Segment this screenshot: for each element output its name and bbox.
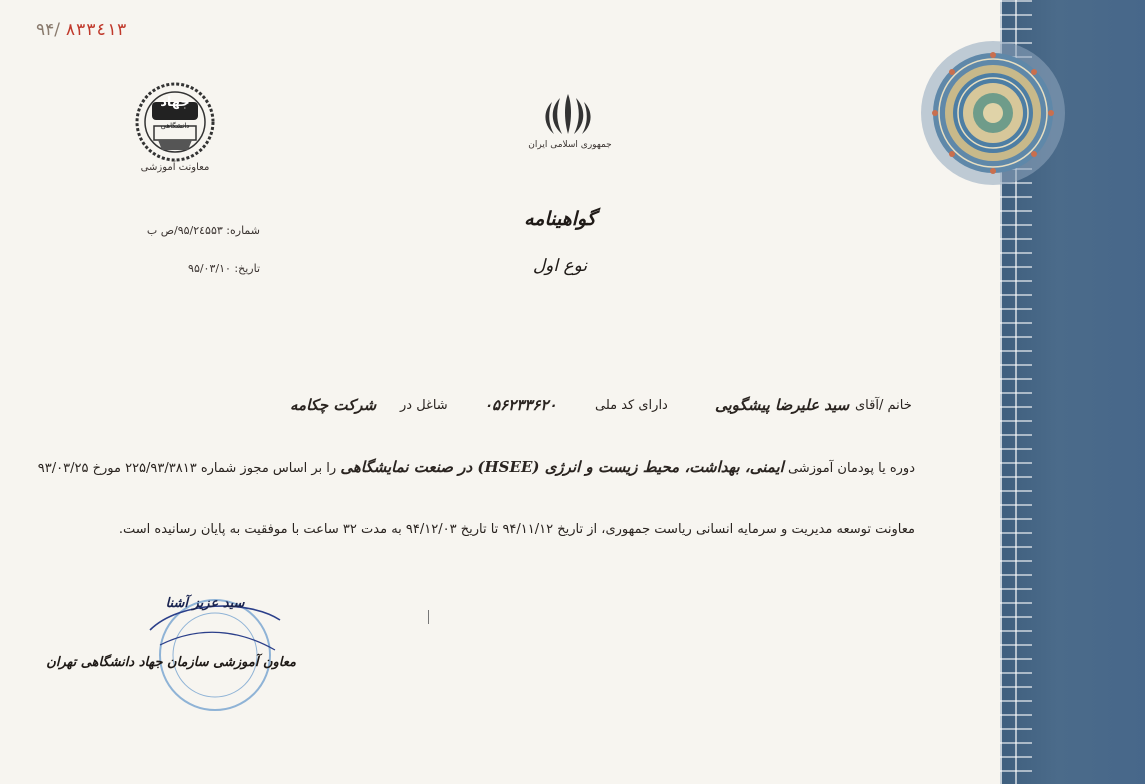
- course-text-a: دوره یا پودمان آموزشی: [787, 461, 915, 476]
- serial-value: ۸۳۳٤۱۳: [65, 20, 127, 40]
- signatory-title: معاون آموزشی سازمان جهاد دانشگاهی تهران: [46, 655, 296, 670]
- letter-number-label: شماره:: [226, 224, 260, 237]
- license-number: ۲۲۵/۹۳/۳۸۱۳: [125, 461, 197, 476]
- employed-label: شاغل در: [400, 398, 448, 413]
- period-to: ۹۴/۱۲/۰۳: [405, 522, 457, 537]
- logo-subtext: دانشگاهی: [160, 122, 190, 130]
- period-text-c: به مدت: [361, 522, 402, 537]
- period-from: ۹۴/۱۱/۱۲: [502, 522, 554, 537]
- course-text-b: را بر اساس مجوز شماره: [200, 461, 337, 476]
- serial-number: [36, 20, 127, 40]
- course-line: [37, 458, 915, 476]
- medallion-ornament: [918, 38, 1068, 188]
- signatory-name: سید عزیز آشنا: [165, 596, 245, 611]
- period-hours: ۳۲: [342, 522, 357, 537]
- license-date: ۹۳/۰۳/۲۵: [37, 461, 89, 476]
- period-text-a: معاونت توسعه مدیریت و سرمایه انسانی ریاست جمهوری، از تاریخ: [557, 522, 915, 537]
- recipient-name: سید علیرضا پیشگویی: [715, 396, 850, 414]
- logo-text: جهاد: [160, 95, 190, 110]
- emblem-caption: جمهوری اسلامی ایران: [528, 140, 612, 150]
- logo-caption: معاونت آموزشی: [140, 162, 210, 173]
- national-id-label: دارای کد ملی: [595, 398, 668, 413]
- national-id-value: ۰۵۶۲۳۳۶۲۰: [484, 396, 557, 414]
- margin-mark: [428, 610, 429, 624]
- letter-number-value: ۹۵/۲٤۵۵۳/ص ب: [146, 224, 223, 237]
- period-line: [118, 522, 915, 537]
- course-name: ایمنی، بهداشت، محیط زیست و انرژی (HSEE) در صنعت نمایشگاهی: [340, 458, 784, 476]
- serial-prefix: ۹۴/: [36, 20, 60, 40]
- certificate-title: گواهینامه: [524, 208, 596, 230]
- period-text-b: تا تاریخ: [460, 522, 499, 537]
- company-name: شرکت چکامه: [290, 396, 377, 414]
- certificate-subtitle: نوع اول: [532, 256, 588, 276]
- period-text-d: ساعت با موفقیت به پایان رسانیده است.: [118, 522, 339, 537]
- iran-emblem-icon: [542, 90, 594, 138]
- salutation: خانم /آقای: [855, 398, 912, 413]
- letter-date-value: ۹۵/۰۳/۱۰: [188, 262, 231, 275]
- course-text-c: مورخ: [92, 461, 121, 476]
- letter-date: [120, 262, 260, 275]
- letter-number: [120, 224, 260, 237]
- letter-date-label: تاریخ:: [234, 262, 260, 275]
